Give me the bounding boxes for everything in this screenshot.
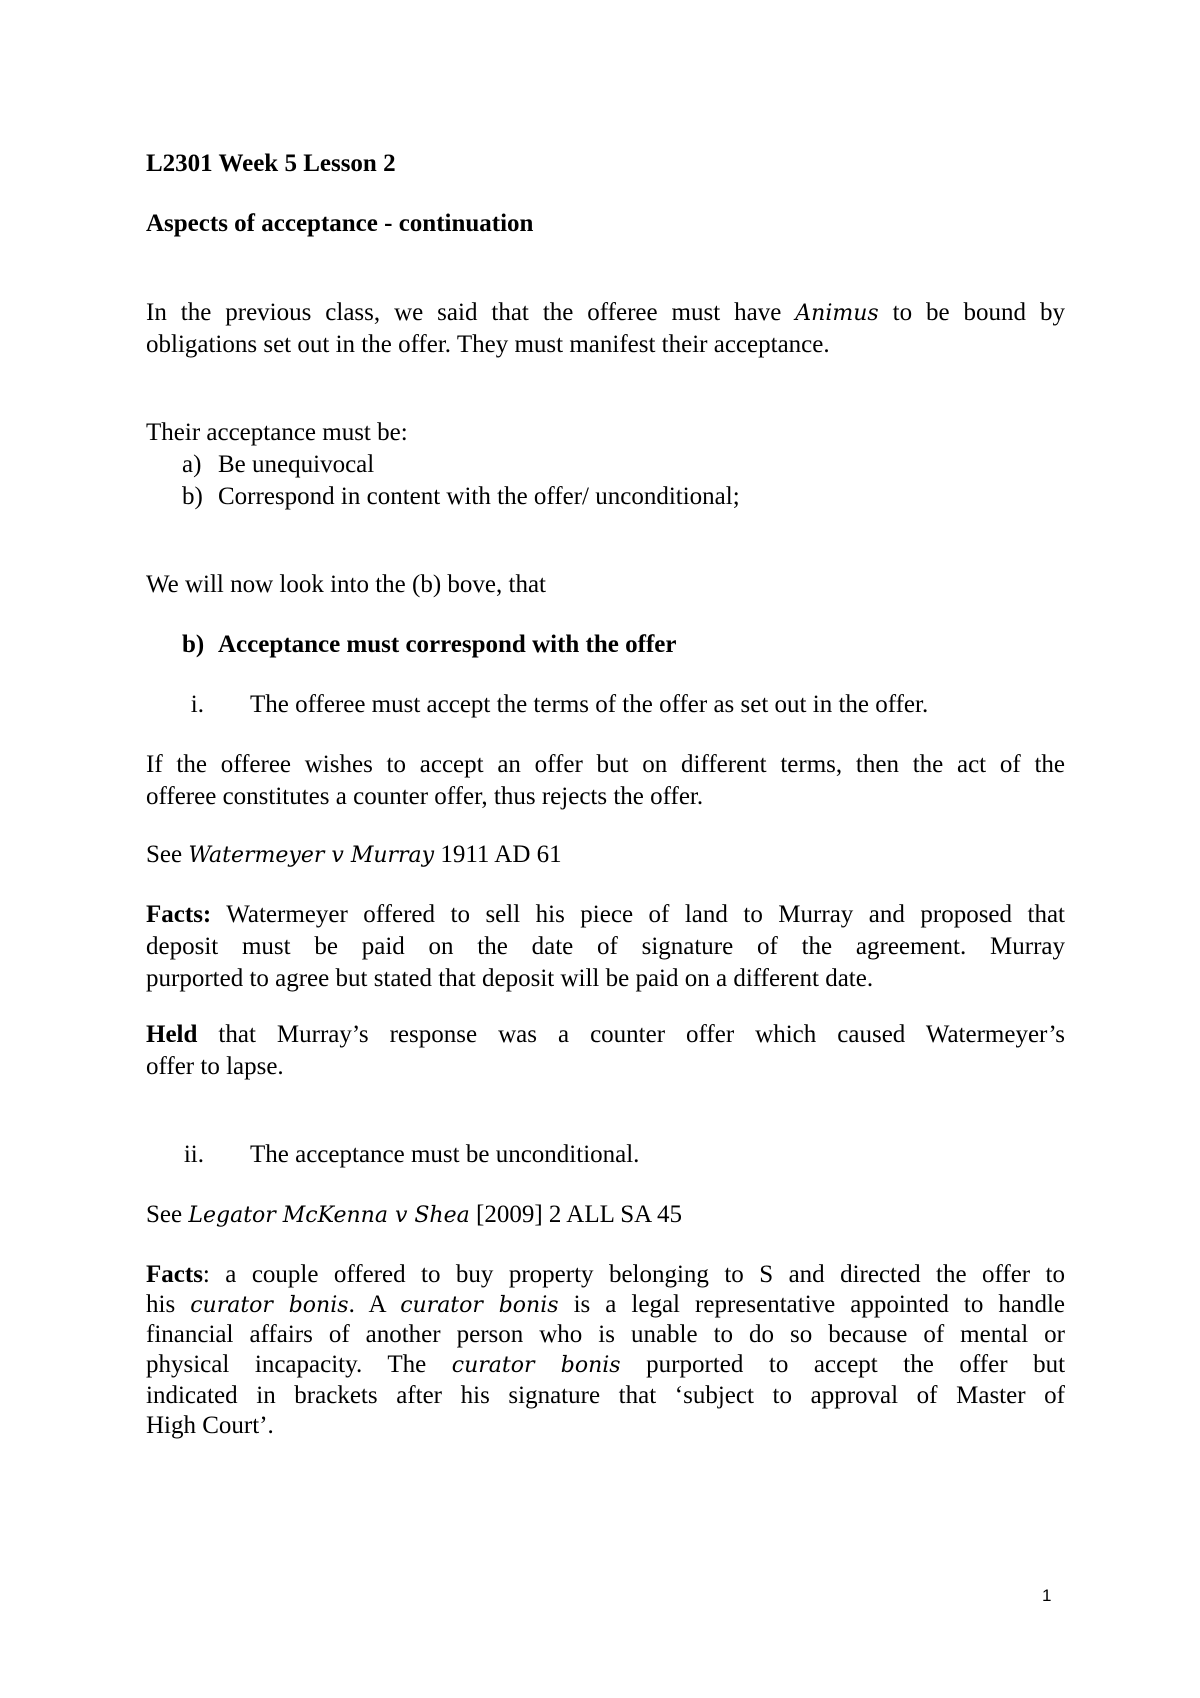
facts-line-2 [146, 1289, 1065, 1322]
roman-label: i. [190, 691, 204, 718]
list-text: Be unequivocal [218, 451, 375, 478]
facts-label: Facts: [146, 901, 212, 928]
facts-line-3: financial affairs of another person who is unable to do so because of mental or [146, 1321, 1065, 1348]
facts-text: . A [348, 1291, 401, 1318]
page-number: 1 [1042, 1586, 1052, 1605]
curator-bonis-term: curator bonis [190, 1293, 349, 1318]
list-label: b) [182, 483, 203, 510]
intro-text: In the previous class, we said that the offeree must have [146, 299, 796, 326]
point-ii [146, 1139, 639, 1171]
point-text: The offeree must accept the terms of the offer as set out in the offer. [250, 691, 929, 718]
animus-term: Animus [795, 301, 879, 326]
facts-text: his [146, 1291, 191, 1318]
curator-bonis-term: curator bonis [400, 1293, 559, 1318]
paragraph-line: If the offeree wishes to accept an offer but on different terms, then the act of the [146, 751, 1065, 778]
roman-label: ii. [183, 1141, 204, 1168]
document-subtitle: Aspects of acceptance - continuation [146, 210, 534, 237]
case-name: Watermeyer v Murray [188, 843, 435, 868]
paragraph: We will now look into the (b) bove, that [146, 571, 546, 598]
requirement-item [182, 481, 740, 513]
case-name: Legator McKenna v Shea [188, 1203, 470, 1228]
requirements-lead: Their acceptance must be: [146, 419, 408, 446]
held-line-2: offer to lapse. [146, 1053, 284, 1080]
list-label: b) [182, 631, 205, 658]
facts-text: physical incapacity. The [146, 1351, 452, 1378]
facts-label: Facts [146, 1261, 203, 1288]
section-heading-b [182, 629, 676, 661]
case-cite: 1911 AD 61 [434, 841, 562, 868]
intro-text: to be bound by [878, 299, 1066, 326]
curator-bonis-term: curator bonis [451, 1353, 621, 1378]
facts-line-1 [146, 899, 1065, 931]
paragraph-line: offeree constitutes a counter offer, thus rejects the offer. [146, 783, 704, 810]
see-text: See [146, 841, 189, 868]
section-heading-text: Acceptance must correspond with the offer [218, 631, 677, 658]
held-label: Held [146, 1021, 198, 1048]
case-cite: [2009] 2 ALL SA 45 [469, 1201, 683, 1228]
case-citation [146, 839, 562, 872]
document-title: L2301 Week 5 Lesson 2 [146, 150, 396, 177]
facts-text: : a couple offered to buy property belonging to S and directed the offer to [202, 1261, 1065, 1288]
case-citation [146, 1199, 682, 1232]
list-label: a) [182, 451, 202, 478]
facts-text: purported to accept the offer but [620, 1351, 1066, 1378]
facts-line-5: indicated in brackets after his signature that ‘subject to approval of Master of [146, 1382, 1065, 1409]
facts-text: Watermeyer offered to sell his piece of land to Murray and proposed that [211, 901, 1065, 928]
requirement-item [182, 449, 374, 481]
held-text: that Murray’s response was a counter offer which caused Watermeyer’s [197, 1021, 1065, 1048]
facts-line-2: deposit must be paid on the date of signature of the agreement. Murray [146, 933, 1065, 960]
point-text: The acceptance must be unconditional. [250, 1141, 640, 1168]
list-text: Correspond in content with the offer/ unconditional; [218, 483, 740, 510]
facts-line-1 [146, 1259, 1065, 1291]
intro-line-2: obligations set out in the offer. They must manifest their acceptance. [146, 331, 830, 358]
facts-text: is a legal representative appointed to handle [558, 1291, 1066, 1318]
held-line-1 [146, 1019, 1065, 1051]
point-i [146, 689, 928, 721]
facts-line-4 [146, 1349, 1065, 1382]
see-text: See [146, 1201, 189, 1228]
intro-line-1 [146, 297, 1065, 330]
facts-line-3: purported to agree but stated that deposit will be paid on a different date. [146, 965, 874, 992]
facts-line-6: High Court’. [146, 1412, 274, 1439]
